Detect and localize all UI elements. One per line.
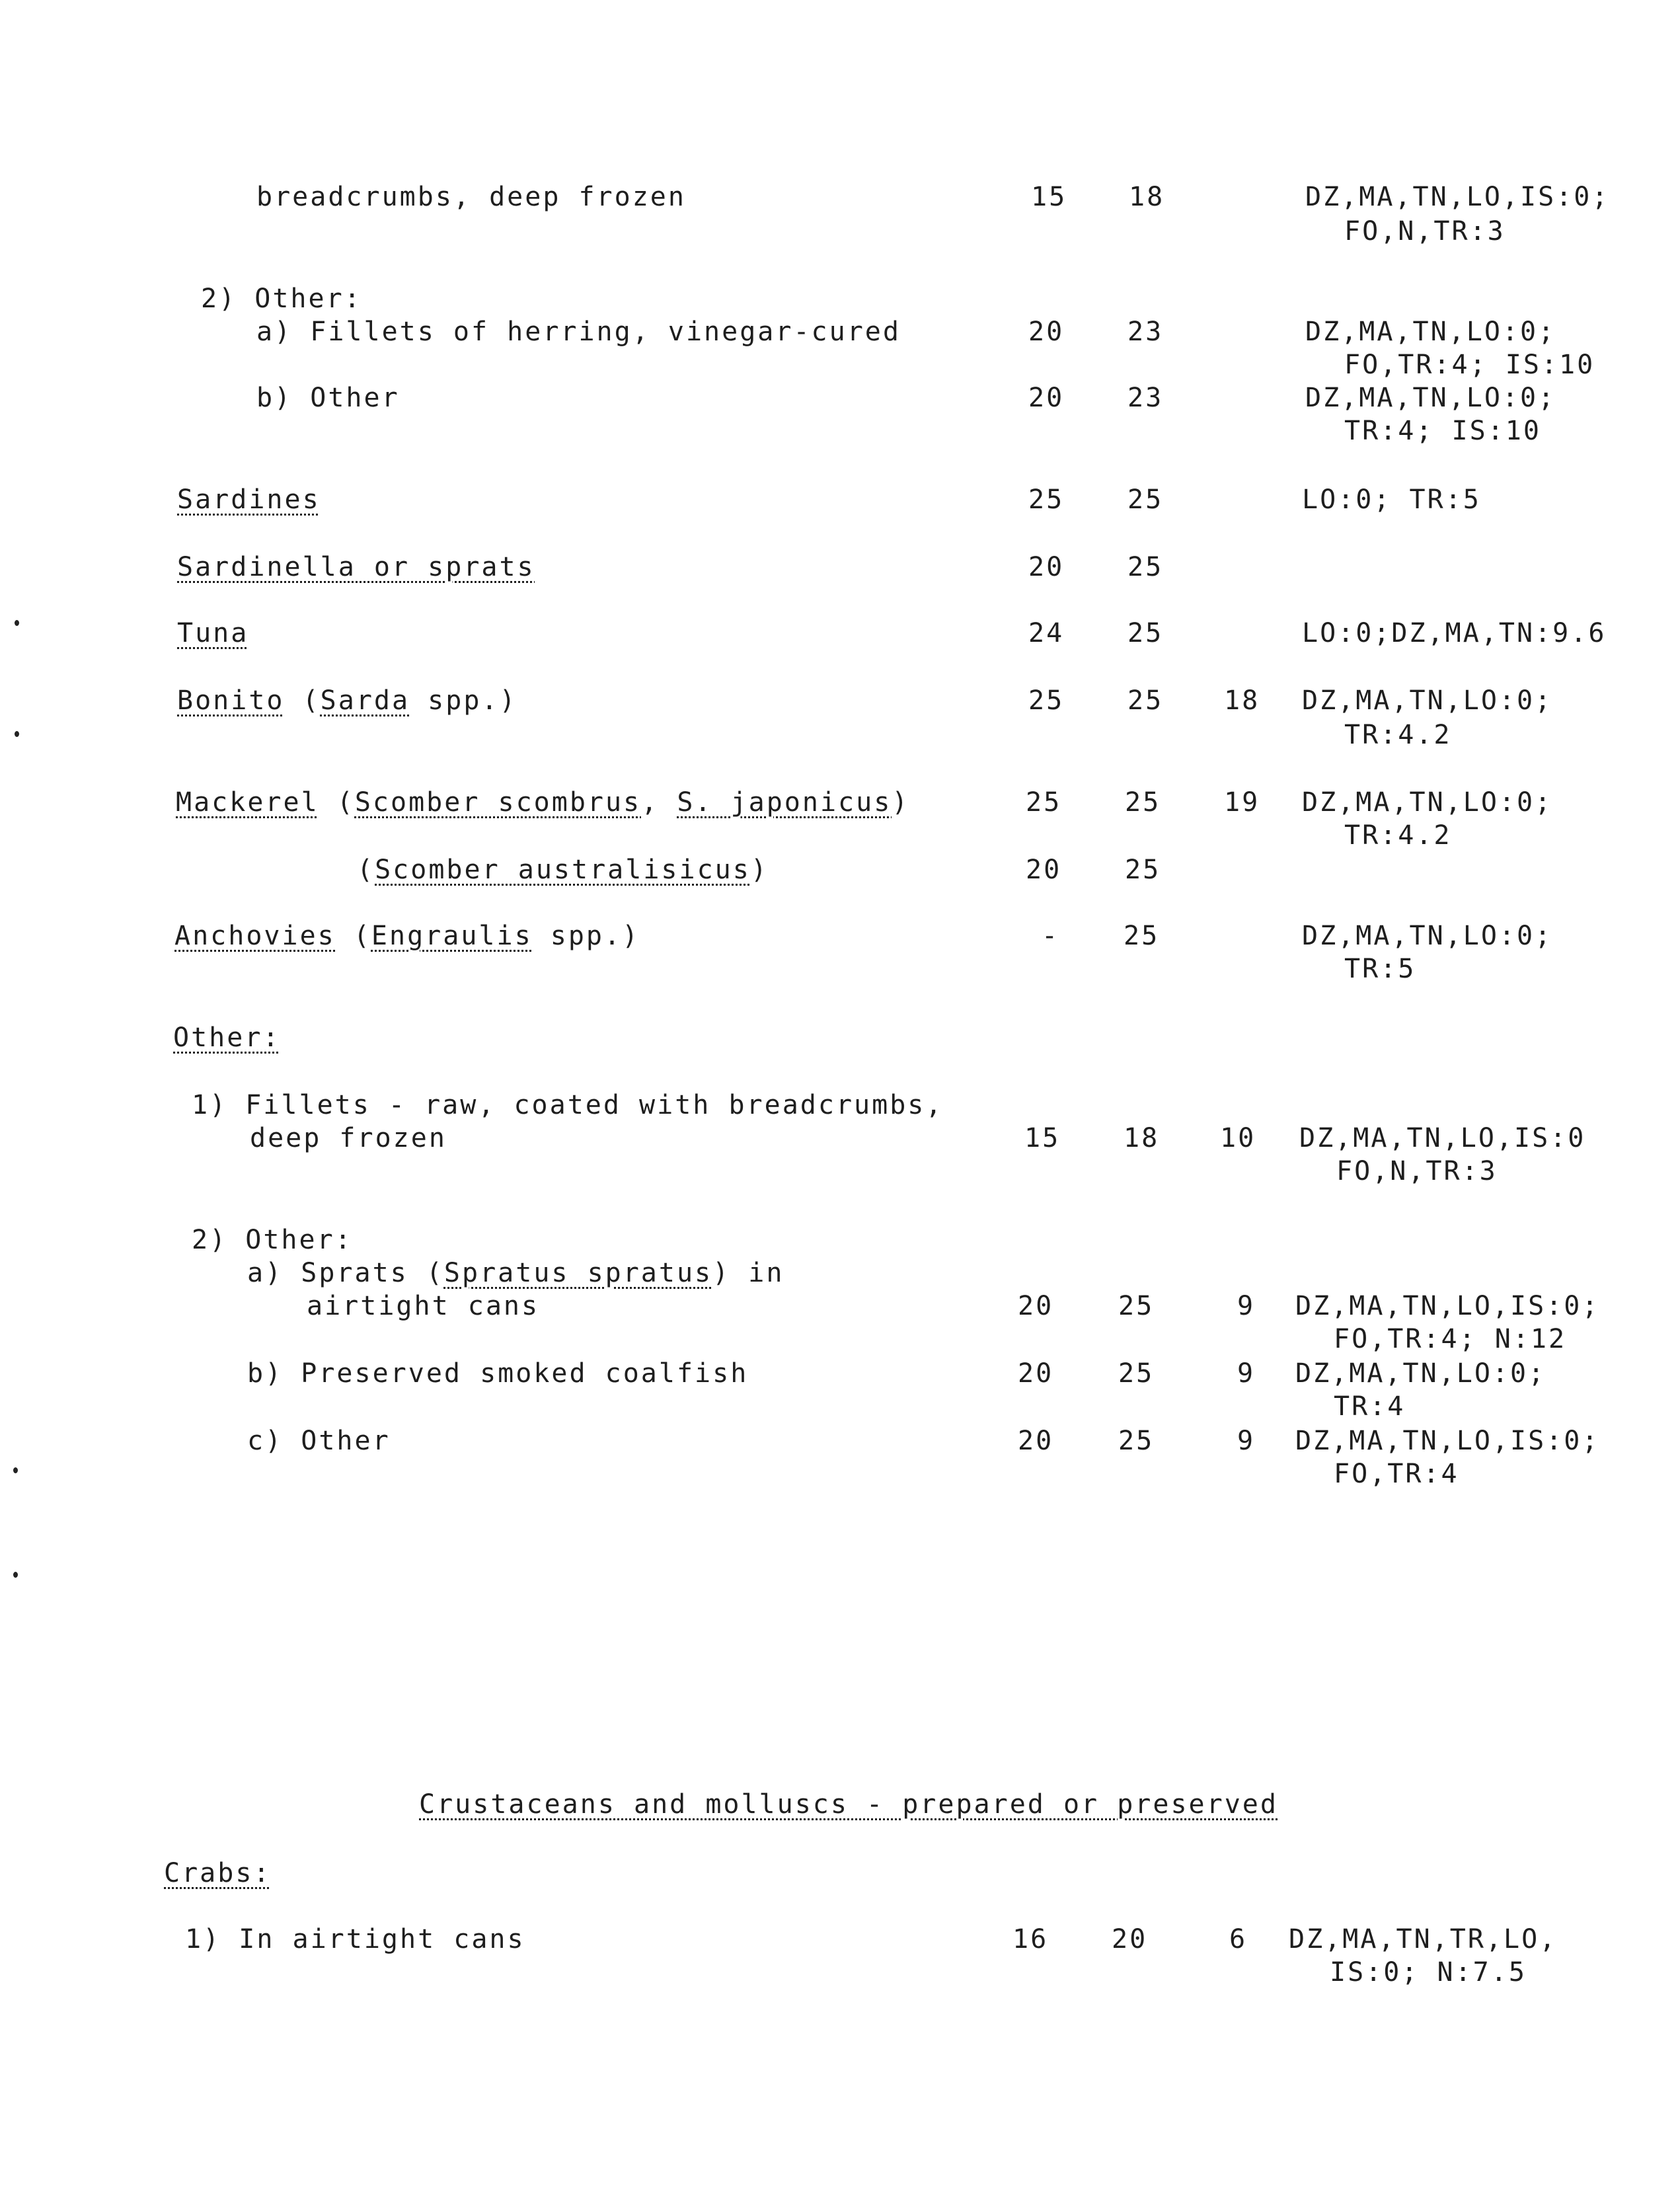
paren: )	[892, 787, 910, 818]
notes-line-2: TR:4.2	[1344, 820, 1452, 851]
row-desc: b) Other	[256, 383, 400, 413]
notes-line-1: DZ,MA,TN,LO:0;	[1295, 1358, 1546, 1389]
row-desc	[177, 687, 517, 714]
notes-line-1: DZ,MA,TN,LO,IS:0;	[1305, 182, 1610, 212]
rate-b: 18	[1124, 1123, 1160, 1153]
species-common-name: Bonito	[177, 685, 285, 716]
scan-speck	[15, 620, 19, 626]
rate-b: 23	[1127, 383, 1164, 413]
row-desc: a) Fillets of herring, vinegar-cured	[256, 317, 901, 347]
text-suffix: ) in	[712, 1258, 784, 1288]
row-desc	[174, 923, 640, 949]
rate-c: 6	[1229, 1924, 1248, 1954]
rate-a: 24	[1028, 618, 1065, 648]
rate-b: 23	[1127, 317, 1164, 347]
notes-line-2: TR:4	[1334, 1391, 1406, 1422]
row-desc	[247, 1260, 784, 1286]
rate-a: 20	[1018, 1426, 1054, 1456]
row-desc: 2) Other:	[201, 284, 362, 314]
scan-speck	[13, 1572, 18, 1578]
row-desc: c) Other	[247, 1426, 391, 1456]
notes-line-1: DZ,MA,TN,TR,LO,	[1289, 1924, 1558, 1954]
rate-c: 9	[1237, 1426, 1256, 1456]
rate-b: 25	[1118, 1426, 1155, 1456]
notes-line-1: DZ,MA,TN,LO,IS:0;	[1295, 1426, 1600, 1456]
row-desc: 2) Other:	[192, 1225, 353, 1255]
species-latin-name: Spratus spratus	[443, 1258, 713, 1288]
species-common-name: Mackerel	[176, 787, 319, 818]
rate-a: -	[1042, 921, 1060, 951]
text-prefix: a) Sprats (	[247, 1258, 444, 1288]
rate-b: 25	[1118, 1291, 1155, 1321]
notes-line-2: FO,N,TR:3	[1336, 1156, 1498, 1186]
row-desc: Sardinella or sprats	[177, 552, 535, 582]
paren: )	[750, 855, 769, 885]
row-desc: airtight cans	[307, 1291, 540, 1321]
rate-a: 20	[1028, 317, 1065, 347]
row-desc	[176, 789, 909, 816]
species-common-name: Anchovies	[174, 921, 336, 951]
paren: (	[335, 921, 371, 951]
section-heading: Crustaceans and molluscs - prepared or preserved	[419, 1789, 1278, 1820]
rate-b: 20	[1112, 1924, 1148, 1954]
species-latin-name: Sarda	[320, 685, 410, 716]
row-desc: breadcrumbs, deep frozen	[256, 182, 686, 212]
rate-a: 15	[1024, 1123, 1061, 1153]
rate-a: 15	[1031, 182, 1067, 212]
notes-line-2: TR:5	[1344, 954, 1416, 984]
species-latin-name: Scomber scombrus	[354, 787, 642, 818]
scan-speck	[13, 1467, 18, 1473]
species-suffix: spp.)	[410, 685, 517, 716]
rate-a: 25	[1028, 484, 1065, 515]
rate-b: 25	[1118, 1358, 1155, 1389]
rate-b: 18	[1129, 182, 1165, 212]
rate-b: 25	[1127, 552, 1164, 582]
row-desc	[357, 857, 769, 883]
rate-b: 25	[1125, 855, 1161, 885]
notes-line-2: TR:4.2	[1344, 720, 1452, 750]
rate-c: 9	[1237, 1291, 1256, 1321]
row-desc: 1) In airtight cans	[185, 1924, 525, 1954]
row-desc: Sardines	[177, 484, 321, 515]
rate-b: 25	[1124, 921, 1160, 951]
notes-line-2: FO,TR:4; IS:10	[1344, 350, 1595, 380]
species-latin-name: Engraulis	[371, 921, 533, 951]
notes-line-1: DZ,MA,TN,LO,IS:0	[1299, 1123, 1586, 1153]
rate-b: 25	[1127, 618, 1164, 648]
rate-a: 25	[1026, 787, 1062, 818]
rate-a: 20	[1028, 383, 1065, 413]
notes-line-1: LO:0; TR:5	[1302, 484, 1481, 515]
species-suffix: spp.)	[532, 921, 640, 951]
row-desc: Tuna	[177, 618, 249, 648]
notes-line-2: FO,N,TR:3	[1344, 216, 1506, 247]
rate-a: 16	[1012, 1924, 1049, 1954]
paren: (	[319, 787, 355, 818]
rate-a: 20	[1018, 1291, 1054, 1321]
notes-line-1: DZ,MA,TN,LO:0;	[1305, 383, 1556, 413]
row-desc: 1) Fillets - raw, coated with breadcrumbs,	[192, 1090, 944, 1120]
rate-a: 20	[1018, 1358, 1054, 1389]
notes-line-2: FO,TR:4	[1334, 1459, 1459, 1489]
notes-line-1: DZ,MA,TN,LO:0;	[1302, 685, 1553, 716]
rate-a: 20	[1026, 855, 1062, 885]
species-latin-name: S. japonicus	[677, 787, 892, 818]
row-desc: deep frozen	[250, 1123, 447, 1153]
rate-c: 18	[1224, 685, 1260, 716]
paren: (	[357, 855, 375, 885]
notes-line-2: FO,TR:4; N:12	[1334, 1324, 1567, 1354]
row-desc: Other:	[173, 1023, 281, 1053]
separator: ,	[641, 787, 677, 818]
scan-speck	[15, 731, 19, 737]
notes-line-1: DZ,MA,TN,LO:0;	[1302, 787, 1553, 818]
rate-b: 25	[1127, 685, 1164, 716]
notes-line-1: DZ,MA,TN,LO:0;	[1305, 317, 1556, 347]
rate-c: 19	[1224, 787, 1260, 818]
rate-b: 25	[1125, 787, 1161, 818]
notes-line-1: LO:0;DZ,MA,TN:9.6	[1302, 618, 1607, 648]
notes-line-1: DZ,MA,TN,LO:0;	[1302, 921, 1553, 951]
rate-a: 20	[1028, 552, 1065, 582]
rate-c: 9	[1237, 1358, 1256, 1389]
rate-c: 10	[1220, 1123, 1256, 1153]
notes-line-1: DZ,MA,TN,LO,IS:0;	[1295, 1291, 1600, 1321]
row-desc: b) Preserved smoked coalfish	[247, 1358, 749, 1389]
species-latin-name: Scomber australisicus	[375, 855, 751, 885]
notes-line-2: IS:0; N:7.5	[1330, 1957, 1527, 1988]
subsection-heading: Crabs:	[164, 1858, 272, 1888]
rate-b: 25	[1127, 484, 1164, 515]
notes-line-2: TR:4; IS:10	[1344, 416, 1541, 446]
rate-a: 25	[1028, 685, 1065, 716]
paren: (	[284, 685, 321, 716]
